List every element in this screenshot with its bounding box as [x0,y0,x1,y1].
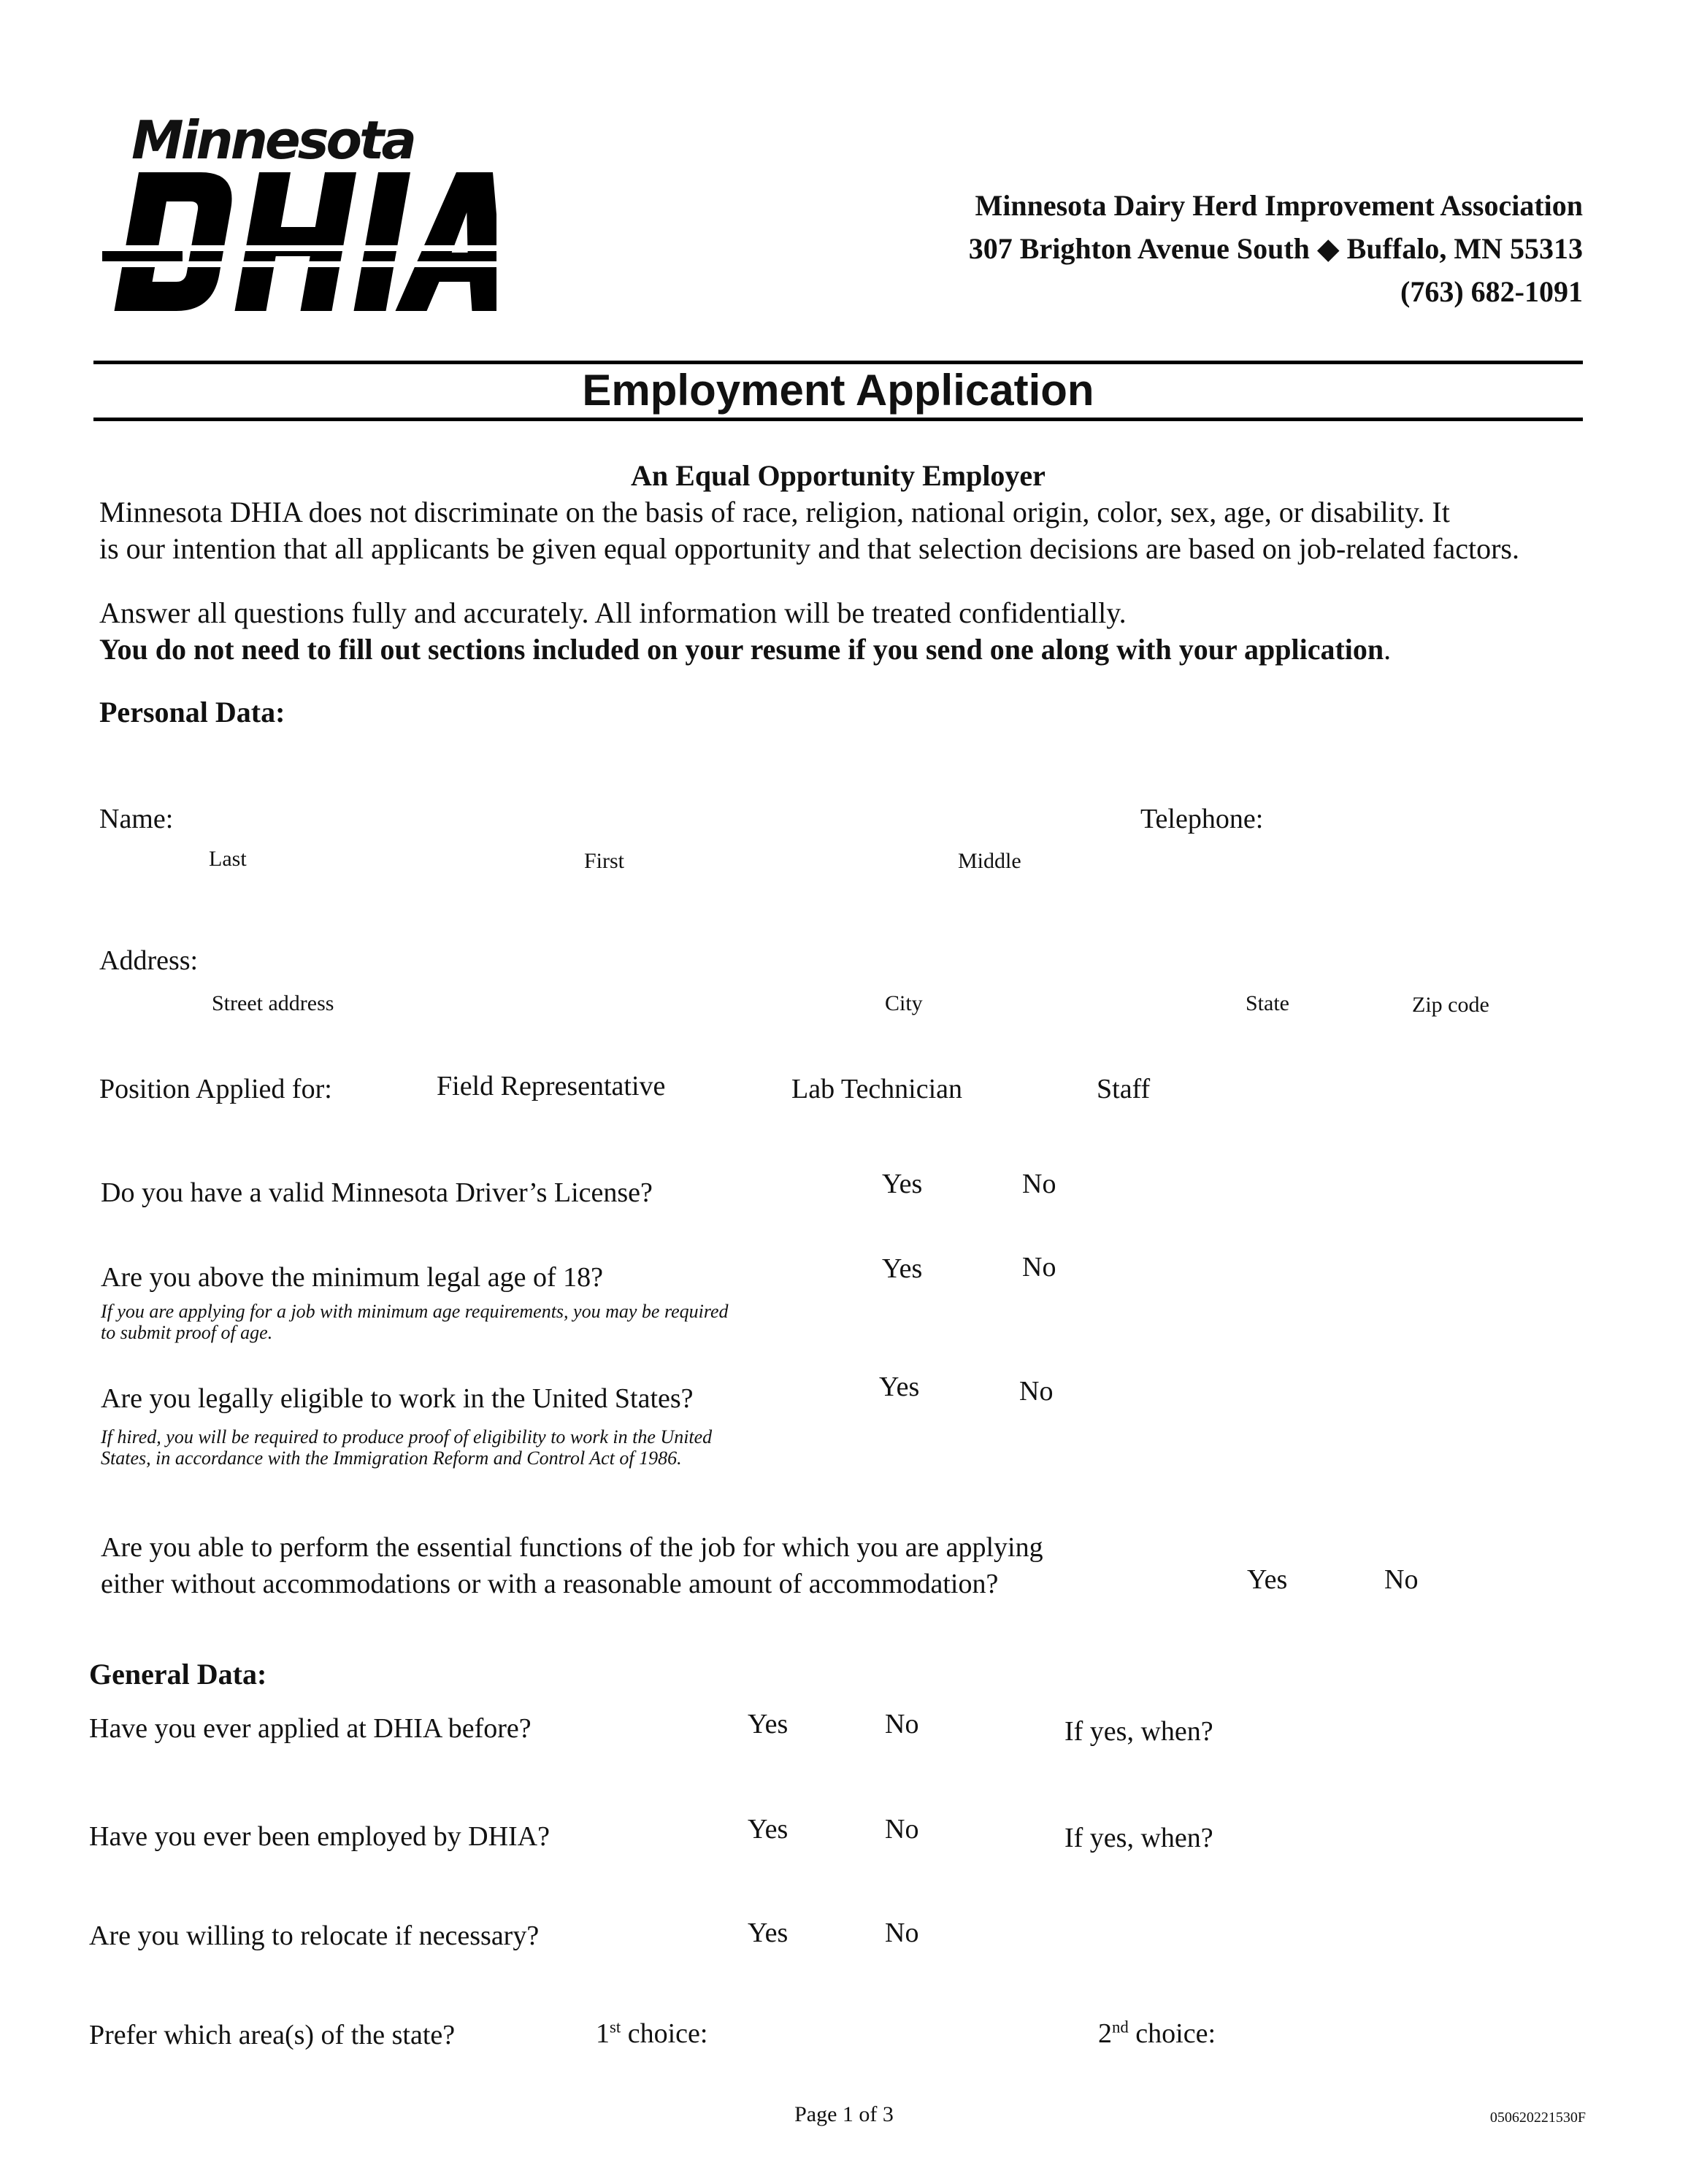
logo-brand-text: DHIA [103,173,105,174]
name-last-caption: Last [209,847,247,871]
area-first-choice[interactable] [596,2018,707,2050]
state-caption: State [1246,991,1289,1015]
eeo-line-1: Minnesota DHIA does not discriminate on the basis of race, religion, national origin, color, sex, age, or disability. It [99,496,1450,528]
eligible-note: If hired, you will be required to produce proof of eligibility to work in the United States, in accordance with the Immigration Reform and Control Act of 1986. [101,1426,713,1469]
applied-no[interactable]: No [885,1709,919,1739]
form-title: Employment Application [582,366,1094,415]
employed-when-label: If yes, when? [1064,1823,1213,1853]
org-phone: (763) 682-1091 [1400,275,1583,308]
perform-yes[interactable]: Yes [1247,1564,1288,1595]
eligible-yes[interactable]: Yes [879,1372,920,1402]
license-no[interactable]: No [1022,1169,1056,1199]
license-question: Do you have a valid Minnesota Driver’s License? [101,1177,653,1208]
general-data-heading: General Data: [89,1658,267,1691]
perform-question-line-1: Are you able to perform the essential functions of the job for which you are applying [101,1532,1043,1563]
choice2-number: 2 [1098,2018,1112,2049]
instructions-line-2 [99,632,1391,666]
zip-caption: Zip code [1412,993,1489,1017]
title-rule-bottom [93,418,1583,421]
name-first-caption: First [584,849,625,873]
instructions-line-1: Answer all questions fully and accurately. All information will be treated confidentially. [99,596,1127,629]
street-caption: Street address [212,991,334,1015]
choice1-label: choice: [627,2018,708,2049]
choice2-ordinal: nd [1112,2018,1129,2037]
resume-note-period: . [1384,633,1392,666]
choice1-ordinal: st [610,2018,621,2037]
position-lab-tech[interactable]: Lab Technician [791,1074,963,1104]
relocate-yes[interactable]: Yes [748,1918,789,1948]
position-staff[interactable]: Staff [1097,1074,1151,1104]
age-question: Are you above the minimum legal age of 18? [101,1262,604,1293]
area-second-choice[interactable] [1098,2018,1216,2050]
relocate-no[interactable]: No [885,1918,919,1948]
page-number: Page 1 of 3 [794,2102,894,2126]
logo-state-text: Minnesota [131,109,414,171]
employed-no[interactable]: No [885,1814,919,1845]
org-address: 307 Brighton Avenue South ◆ Buffalo, MN 55313 [968,232,1583,265]
perform-no[interactable]: No [1384,1564,1419,1595]
age-no[interactable]: No [1022,1252,1056,1283]
resume-note: You do not need to fill out sections included on your resume if you send one along with your application [99,633,1384,666]
personal-data-heading: Personal Data: [99,696,285,728]
name-label: Name: [99,804,174,834]
org-name: Minnesota Dairy Herd Improvement Association [975,189,1583,222]
relocate-question: Are you willing to relocate if necessary? [89,1920,540,1951]
applied-question: Have you ever applied at DHIA before? [89,1713,532,1744]
perform-question-line-2: either without accommodations or with a reasonable amount of accommodation? [101,1569,999,1599]
applied-when-label: If yes, when? [1064,1716,1213,1747]
choice2-label: choice: [1135,2018,1216,2049]
telephone-label: Telephone: [1140,804,1264,834]
dhia-logo-mark [102,172,496,311]
choice1-number: 1 [596,2018,610,2049]
eeo-heading: An Equal Opportunity Employer [631,459,1046,492]
position-field-rep[interactable]: Field Representative [437,1071,666,1101]
name-middle-caption: Middle [958,849,1021,873]
eeo-line-2: is our intention that all applicants be given equal opportunity and that selection decisions are based on job-related factors. [99,532,1519,565]
position-label: Position Applied for: [99,1074,332,1104]
age-note: If you are applying for a job with minimum age requirements, you may be required to submit proof of age. [101,1301,729,1343]
employed-question: Have you ever been employed by DHIA? [89,1821,550,1852]
address-label: Address: [99,945,199,976]
applied-yes[interactable]: Yes [748,1709,789,1739]
employed-yes[interactable]: Yes [748,1814,789,1845]
title-rule-top [93,361,1583,364]
form-code: 050620221530F [1489,2110,1586,2126]
eligible-no[interactable]: No [1019,1376,1054,1407]
license-yes[interactable]: Yes [882,1169,923,1199]
age-yes[interactable]: Yes [882,1253,923,1284]
eligible-question: Are you legally eligible to work in the United States? [101,1383,694,1414]
area-question: Prefer which area(s) of the state? [89,2020,456,2050]
city-caption: City [885,991,923,1015]
